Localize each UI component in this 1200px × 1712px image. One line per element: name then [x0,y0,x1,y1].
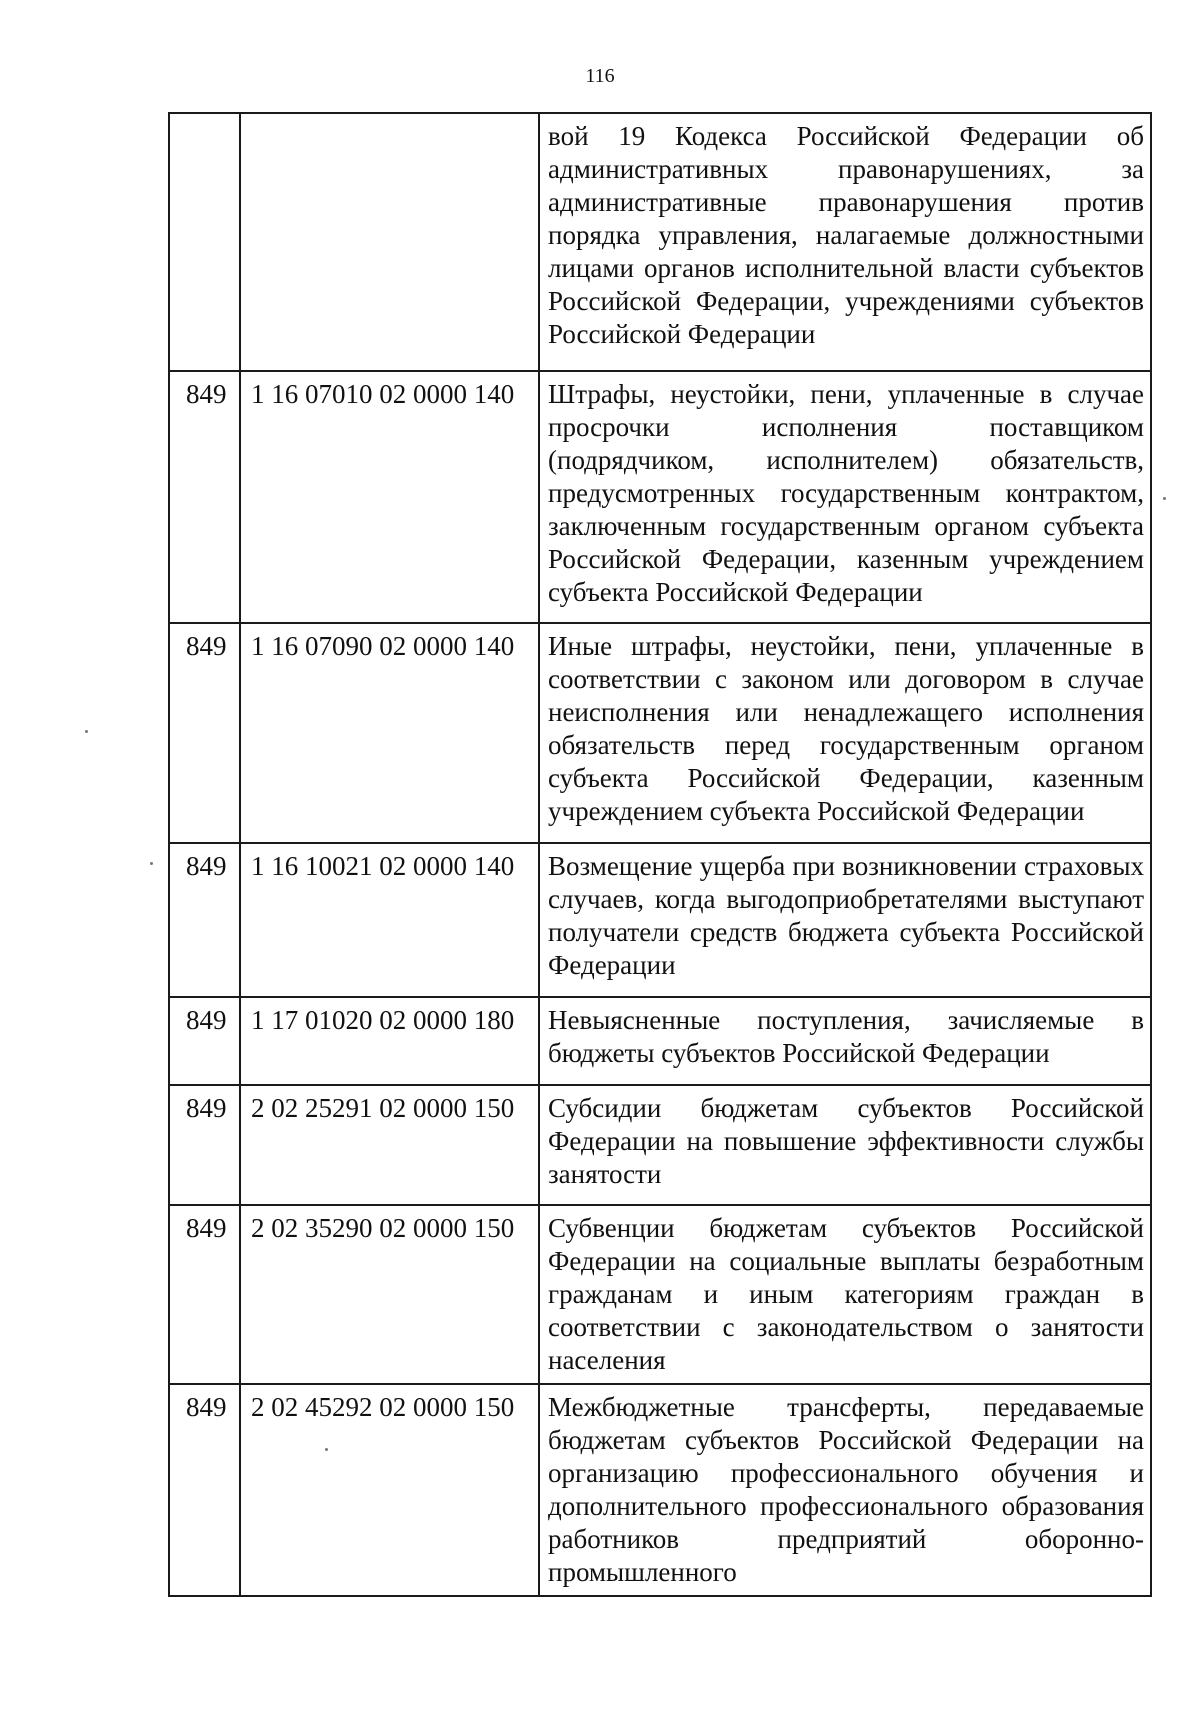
table-row [169,1085,1151,1205]
description-cell: вой 19 Кодекса Российской Федерации об административных правонарушениях, за административные правонарушения против порядка управления, налагаемые должностными лицами органов исполнительной власти субъектов Российской Федерации, учреждениями субъектов Российской Федерации [539,113,1151,371]
description-cell: Возмещение ущерба при возникновении страховых случаев, когда выгодоприобретателями выступают получатели средств бюджета субъекта Российской Федерации [539,843,1151,997]
classification-code-cell: 2 02 35290 02 0000 150 [240,1205,539,1384]
admin-code-cell: 849 [169,623,240,843]
classification-code-cell: 2 02 25291 02 0000 150 [240,1085,539,1205]
admin-code-cell: 849 [169,1085,240,1205]
classification-code-cell: 1 16 07010 02 0000 140 [240,371,539,623]
description-cell: Невыясненные поступления, зачисляемые в бюджеты субъектов Российской Федерации [539,997,1151,1085]
description-cell: Штрафы, неустойки, пени, уплаченные в случае просрочки исполнения поставщиком (подрядчиком, исполнителем) обязательств, предусмотренных государственным контрактом, заключенным государственным органом субъекта Российской Федерации, казенным учреждением субъекта Российской Федерации [539,371,1151,623]
classification-code-cell: 1 16 07090 02 0000 140 [240,623,539,843]
admin-code-cell: 849 [169,1205,240,1384]
table-row [169,997,1151,1085]
description-cell: Субсидии бюджетам субъектов Российской Федерации на повышение эффективности службы занятости [539,1085,1151,1205]
classification-code-cell [240,113,539,371]
table-row [169,1384,1151,1596]
scan-speck [325,1448,328,1451]
table-row [169,113,1151,371]
admin-code-cell: 849 [169,997,240,1085]
table-row [169,623,1151,843]
admin-code-cell: 849 [169,371,240,623]
table-row [169,371,1151,623]
classification-code-cell: 1 16 10021 02 0000 140 [240,843,539,997]
table-row [169,1205,1151,1384]
scan-speck [1163,497,1166,500]
page-number: 116 [585,65,615,87]
admin-code-cell: 849 [169,843,240,997]
scan-speck [85,730,88,733]
classification-code-cell: 2 02 45292 02 0000 150 [240,1384,539,1596]
budget-classification-table [168,112,1152,1597]
admin-code-cell: 849 [169,1384,240,1596]
description-cell: Субвенции бюджетам субъектов Российской Федерации на социальные выплаты безработным гражданам и иным категориям граждан в соответствии с законодательством о занятости населения [539,1205,1151,1384]
admin-code-cell [169,113,240,371]
scan-speck [150,862,153,865]
description-cell: Иные штрафы, неустойки, пени, уплаченные в соответствии с законом или договором в случае неисполнения или ненадлежащего исполнения обязательств перед государственным органом субъекта Российской Федерации, казенным учреждением субъекта Российской Федерации [539,623,1151,843]
description-cell: Межбюджетные трансферты, передаваемые бюджетам субъектов Российской Федерации на организацию профессионального обучения и дополнительного профессионального образования работников предприятий оборонно-промышленного [539,1384,1151,1596]
classification-code-cell: 1 17 01020 02 0000 180 [240,997,539,1085]
table-row [169,843,1151,997]
